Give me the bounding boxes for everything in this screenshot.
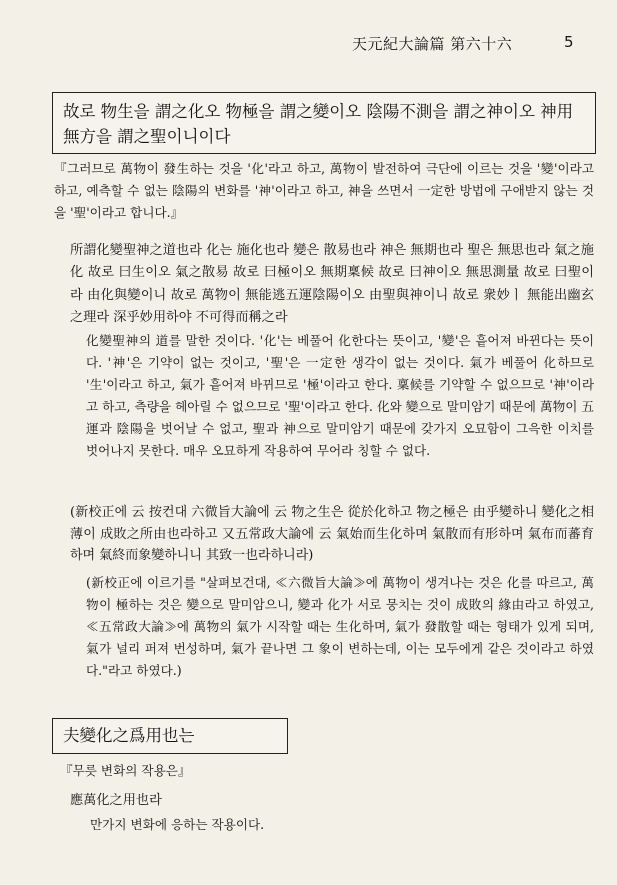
- classical-text-box-2: [52, 718, 288, 754]
- classical-text-2: 夫變化之爲用也는: [63, 726, 195, 745]
- commentary-classical: 所謂化變聖神之道也라 化는 施化也라 變은 散易也라 神은 無期也라 聖은 無思也라 氣之施化 故로 曰生이오 氣之散易 故로 曰極이오 無期稟候 故로 曰神이오 無思測量 故로 曰聖이라 由化與變이니 故로 萬物이 無能逃五運陰陽이오 由聖與神이니 故로 衆妙ㅣ 無能出幽玄之理라 深乎妙用하야 不可得而稱之라: [70, 243, 594, 326]
- header-title: 天元紀大論篇 第六十六: [352, 35, 513, 53]
- commentary-translation: 化變聖神의 道를 말한 것이다. '化'는 베풀어 化한다는 뜻이고, '變'은 흩어져 바뀐다는 뜻이다. '神'은 기약이 없는 것이고, '聖'은 一定한 생각이 없는 것이다. 氣가 베풀어 化하므로 '生'이라고 하고, 氣가 흩어져 바뀌므로 '極'이라고 한다. 稟候를 기약할 수 없으므로 '神'이라고 하고, 측량을 헤아릴 수 없으므로 '聖'이라고 한다. 化와 變으로 말미암기 때문에 萬物이 五運과 陰陽을 벗어날 수 없고, 聖과 神으로 말미암기 때문에 갖가지 오묘함이 그윽한 이치를 벗어나지 못한다. 매우 오묘하게 작용하여 무어라 칭할 수 없다.: [86, 333, 594, 458]
- commentary-translation-2: 만가지 변화에 응하는 작용이다.: [90, 817, 265, 832]
- commentary-classical-2: 應萬化之用也라: [70, 793, 162, 808]
- running-header: [352, 33, 575, 54]
- page-number: 5: [564, 33, 575, 51]
- new-collation-translation: (新校正에 이르기를 "살펴보건대, ≪六微旨大論≫에 萬物이 생겨나는 것은 化를 따르고, 萬物이 極하는 것은 變으로 말미암으니, 變과 化가 서로 뭉치는 것이 成敗의 緣由라고 하였고, ≪五常政大論≫에 萬物의 氣가 시작할 때는 生化하며, 氣가 發散할 때는 형태가 있게 되며, 氣가 널리 퍼져 번성하며, 氣가 끝나면 그 象이 변하는데, 이는 모두에게 같은 것이라고 하였다."라고 하였다.): [86, 575, 594, 678]
- classical-text-box-1: [52, 92, 596, 154]
- classical-text-1: 故로 物生을 謂之化오 物極을 謂之變이오 陰陽不測을 謂之神이오 神用無方을 謂之聖이니이다: [63, 102, 574, 146]
- new-collation-classical: (新校正에 云 按컨대 六微旨大論에 云 物之生은 從於化하고 物之極은 由乎變하니 變化之相薄이 成敗之所由也라하고 又五常政大論에 云 氣始而生化하며 氣散而有形하며 氣布而蕃育하며 氣終而象變하니니 其致一也라하니라): [70, 505, 594, 563]
- translation-paragraph-1: 『그러므로 萬物이 發生하는 것을 '化'라고 하고, 萬物이 발전하여 극단에 이르는 것을 '變'이라고 하고, 예측할 수 없는 陰陽의 변화를 '神'이라고 하고, 神을 쓰면서 一定한 방법에 구애받지 않는 것을 '聖'이라고 합니다.』: [54, 161, 594, 220]
- translation-paragraph-2: 『무릇 변화의 작용은』: [60, 763, 191, 778]
